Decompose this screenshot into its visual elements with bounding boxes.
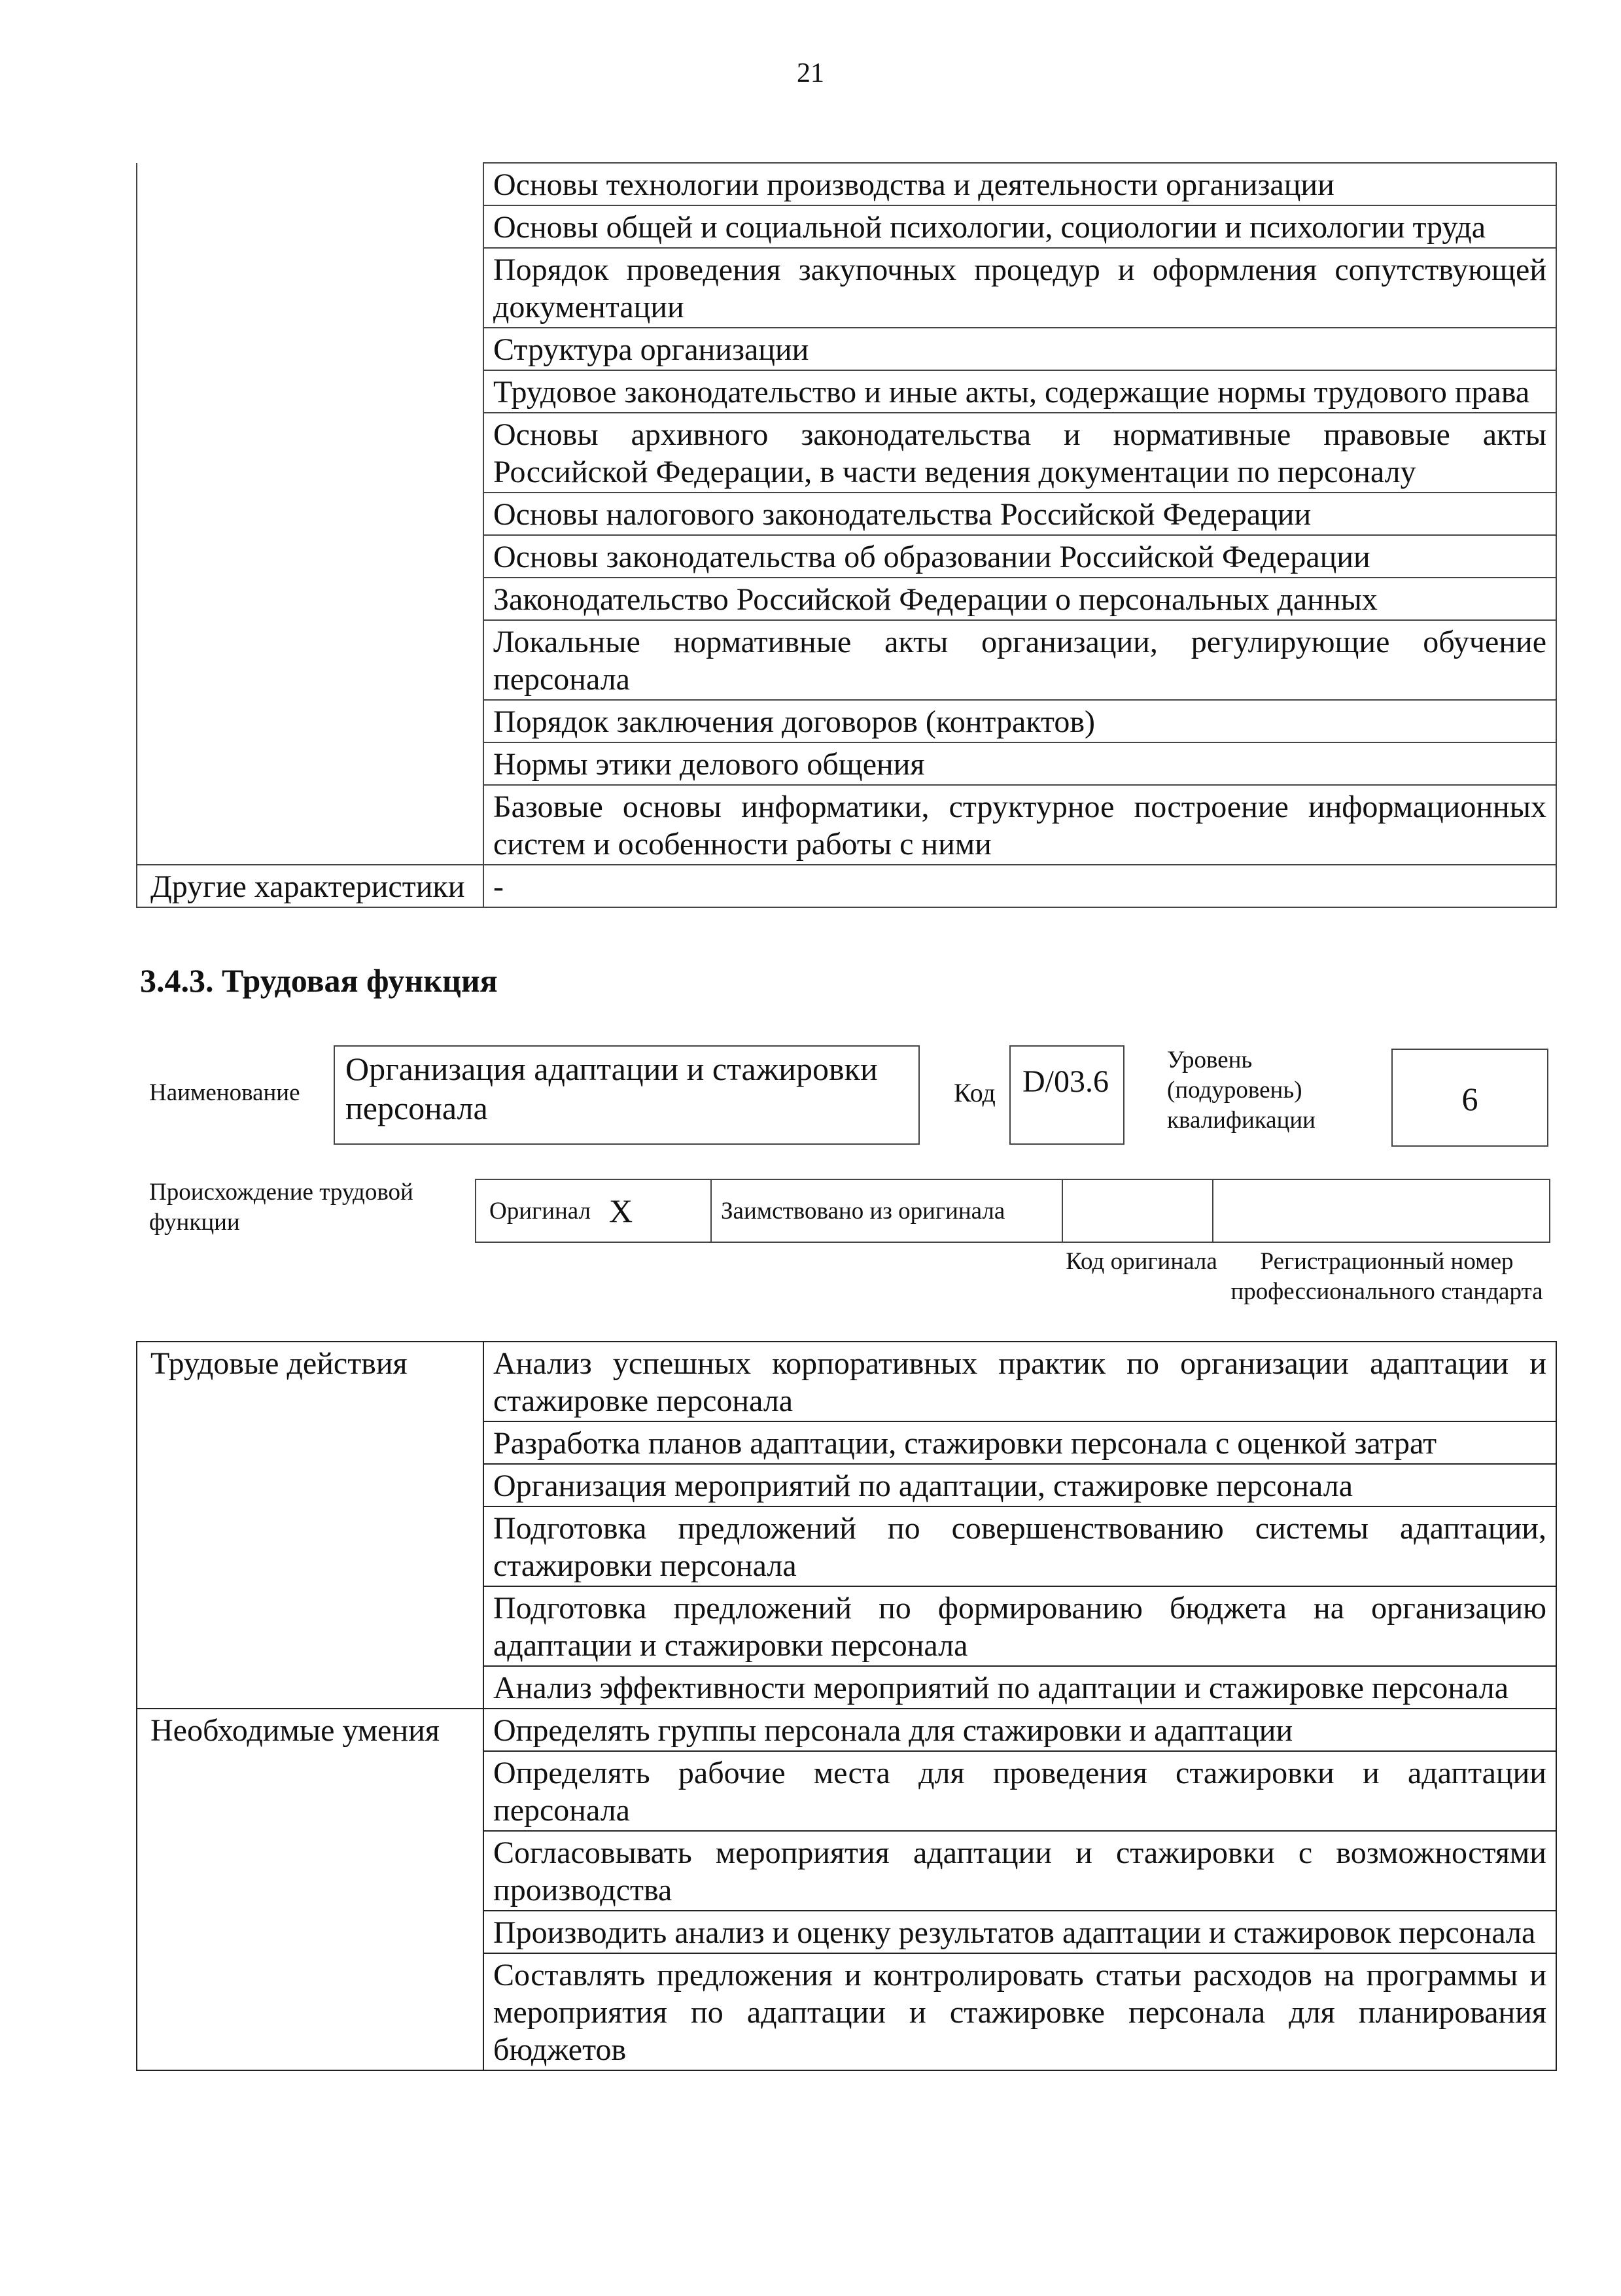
empty-label-cell [137,535,483,578]
table-row [137,535,1556,578]
original-cell [476,1180,712,1242]
table-row [137,620,1556,700]
knowledge-item: Базовые основы информатики, структурное построение информационных систем и особенности работы с ними [483,785,1556,865]
knowledge-item: Трудовое законодательство и иные акты, содержащие нормы трудового права [483,370,1556,413]
table-row [137,1342,1556,1421]
labor-action-item: Подготовка предложений по совершенствованию системы адаптации, стажировки персонала [483,1506,1556,1586]
function-name-box: Организация адаптации и стажировки персонала [334,1045,920,1145]
labor-action-item: Анализ успешных корпоративных практик по организации адаптации и стажировке персонала [483,1342,1556,1421]
code-label: Код [954,1078,996,1107]
table-row [137,742,1556,785]
table-row [137,865,1556,907]
empty-label-cell [137,493,483,535]
table-row [137,328,1556,370]
empty-label-cell [137,328,483,370]
knowledge-item: Нормы этики делового общения [483,742,1556,785]
empty-label-cell [137,413,483,493]
table-row [137,1709,1556,1751]
original-label: Оригинал [489,1197,591,1225]
empty-label-cell [137,578,483,620]
labor-actions-label: Трудовые действия [137,1342,483,1709]
labor-action-item: Анализ эффективности мероприятий по адаптации и стажировке персонала [483,1666,1556,1709]
skill-item: Составлять предложения и контролировать статьи расходов на программы и мероприятия по адаптации и стажировке персонала для планирования бюджетов [483,1953,1556,2070]
table-row [137,205,1556,248]
labor-function-table [136,1341,1557,2071]
original-code-caption: Код оригинала [1066,1248,1217,1275]
empty-label-cell [137,205,483,248]
empty-label-cell [137,370,483,413]
knowledge-item: Основы технологии производства и деятельности организации [483,163,1556,205]
page-number: 21 [797,58,824,88]
table-row [137,785,1556,865]
original-mark: X [609,1192,633,1229]
labor-action-item: Подготовка предложений по формированию бюджета на организацию адаптации и стажировки персонала [483,1586,1556,1666]
knowledge-item: Порядок проведения закупочных процедур и оформления сопутствующей документации [483,248,1556,328]
skill-item: Определять рабочие места для проведения стажировки и адаптации персонала [483,1751,1556,1831]
knowledge-item: Основы общей и социальной психологии, социологии и психологии труда [483,205,1556,248]
level-label: Уровень (подуровень) квалификации [1167,1047,1316,1134]
empty-label-cell [137,248,483,328]
table-row [137,413,1556,493]
qualification-level-box: 6 [1391,1049,1548,1147]
other-characteristics-label: Другие характеристики [137,865,483,907]
labor-action-item: Организация мероприятий по адаптации, стажировке персонала [483,1464,1556,1506]
skill-item: Определять группы персонала для стажировки и адаптации [483,1709,1556,1751]
empty-label-cell [137,785,483,865]
origin-label: Происхождение трудовой функции [149,1179,413,1236]
knowledge-item: Локальные нормативные акты организации, регулирующие обучение персонала [483,620,1556,700]
skill-item: Производить анализ и оценку результатов адаптации и стажировок персонала [483,1911,1556,1953]
skill-item: Согласовывать мероприятия адаптации и стажировки с возможностями производства [483,1831,1556,1911]
other-characteristics-value: - [483,865,1556,907]
origin-row [475,1179,1550,1243]
empty-label-cell [137,700,483,742]
name-label: Наименование [149,1079,300,1106]
knowledge-table [136,162,1557,908]
knowledge-item: Основы налогового законодательства Российской Федерации [483,493,1556,535]
registration-number-cell [1213,1180,1549,1242]
table-row [137,578,1556,620]
knowledge-item: Структура организации [483,328,1556,370]
empty-label-cell [137,620,483,700]
empty-label-cell [137,163,483,205]
original-code-cell [1063,1180,1213,1242]
section-title: 3.4.3. Трудовая функция [140,962,498,999]
function-code-box: D/03.6 [1009,1045,1124,1145]
knowledge-item: Порядок заключения договоров (контрактов) [483,700,1556,742]
knowledge-item: Законодательство Российской Федерации о персональных данных [483,578,1556,620]
borrowed-cell: Заимствовано из оригинала [712,1180,1063,1242]
knowledge-item: Основы законодательства об образовании Российской Федерации [483,535,1556,578]
labor-action-item: Разработка планов адаптации, стажировки персонала с оценкой затрат [483,1421,1556,1464]
registration-number-caption: Регистрационный номер профессионального стандарта [1230,1248,1543,1305]
table-row [137,248,1556,328]
table-row [137,700,1556,742]
knowledge-item: Основы архивного законодательства и нормативные правовые акты Российской Федерации, в части ведения документации по персоналу [483,413,1556,493]
required-skills-label: Необходимые умения [137,1709,483,2070]
table-row [137,163,1556,205]
empty-label-cell [137,742,483,785]
table-row [137,370,1556,413]
table-row [137,493,1556,535]
